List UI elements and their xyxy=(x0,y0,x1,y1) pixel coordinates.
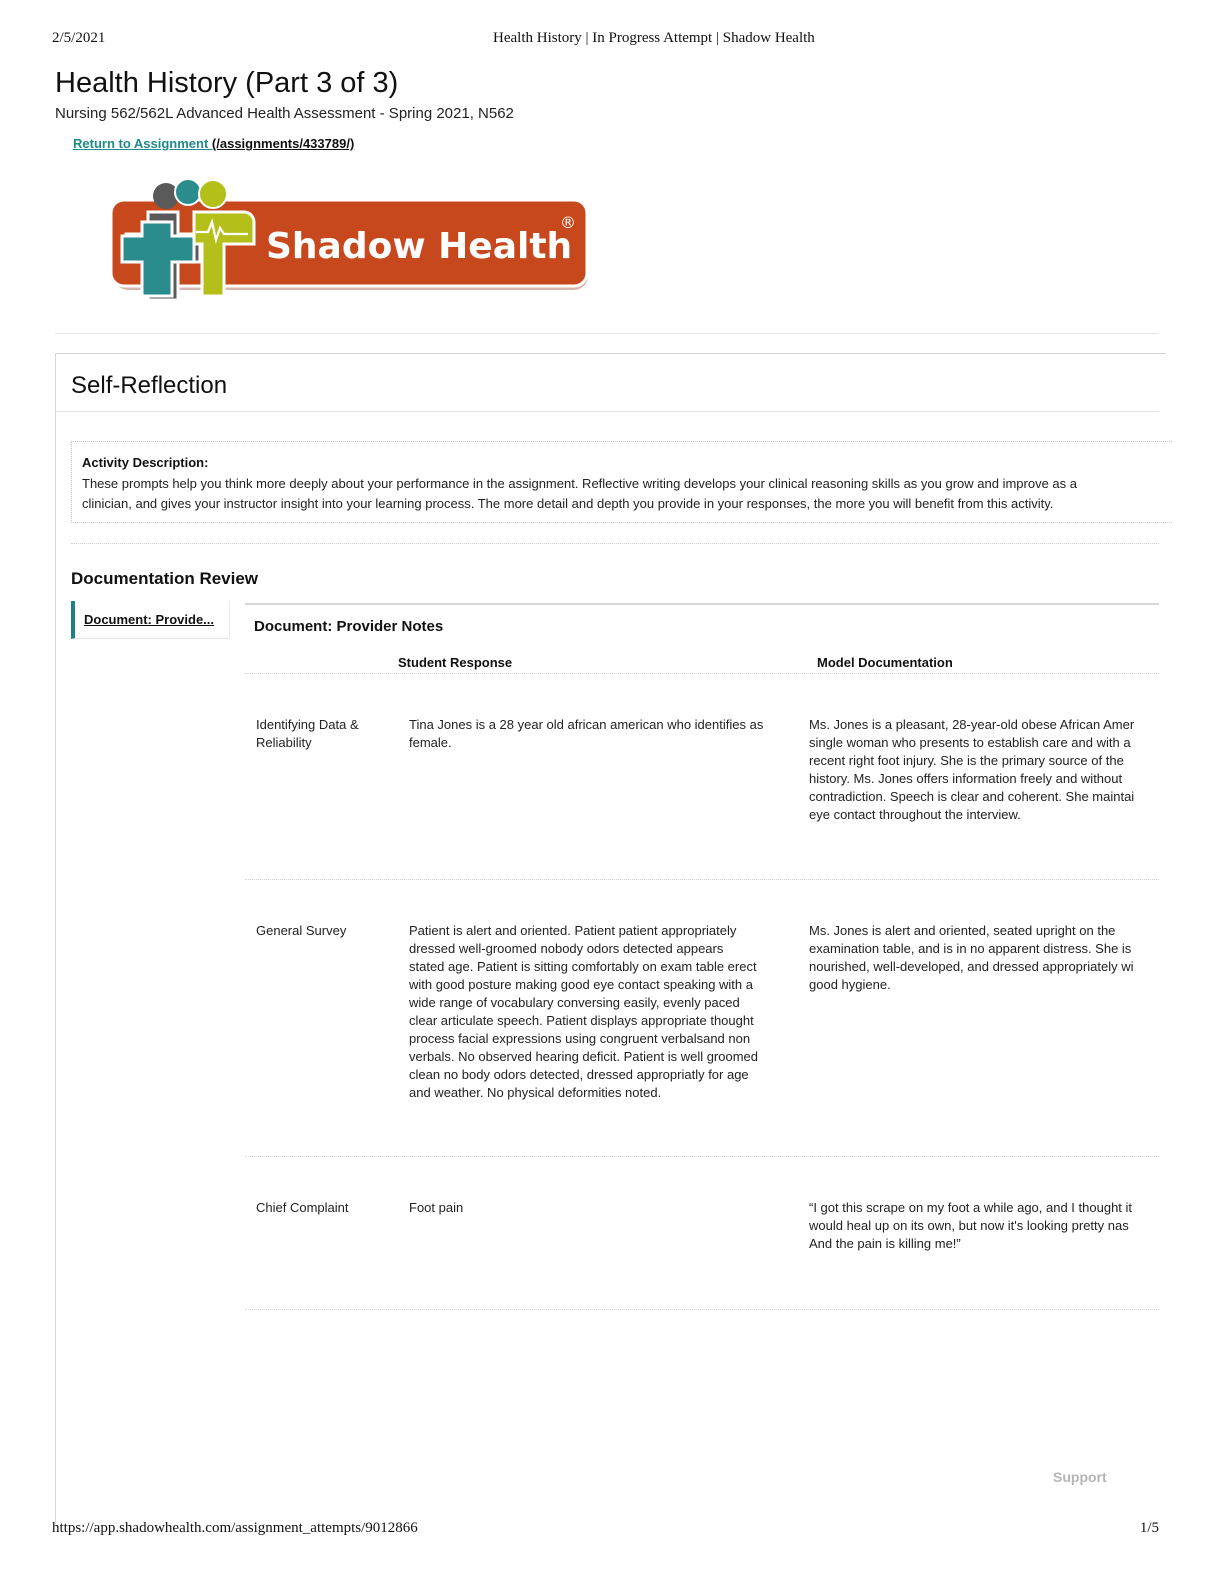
model-line: nourished, well-developed, and dressed appropriately wi xyxy=(809,959,1134,974)
divider xyxy=(56,411,1159,412)
student-response-chief-complaint xyxy=(409,1199,794,1217)
row-label-line: Identifying Data & xyxy=(256,717,359,732)
model-documentation-identifying-data xyxy=(809,716,1159,824)
tab-provider-notes-label[interactable]: Document: Provide... xyxy=(84,612,215,627)
model-line: good hygiene. xyxy=(809,977,891,992)
row-divider xyxy=(245,1156,1159,1157)
activity-line: clinician, and gives your instructor insight into your learning process. The more detail and depth you provide in your responses, the more you will benefit from this activity. xyxy=(82,496,1054,511)
student-line: and weather. No physical deformities noted. xyxy=(409,1085,662,1100)
row-label-chief-complaint xyxy=(256,1199,391,1217)
course-name: Nursing 562/562L Advanced Health Assessment - Spring 2021, N562 xyxy=(55,105,514,122)
document-title: Document: Provider Notes xyxy=(254,618,444,635)
print-date: 2/5/2021 xyxy=(52,30,106,46)
model-line: Ms. Jones is a pleasant, 28-year-old obese African Amer xyxy=(809,717,1135,732)
student-line: dressed well-groomed nobody odors detected appears xyxy=(409,941,724,956)
model-documentation-header: Model Documentation xyxy=(817,655,953,670)
row-label-general-survey xyxy=(256,922,391,940)
activity-description xyxy=(82,474,1167,514)
print-url: https://app.shadowhealth.com/assignment_attempts/9012866 xyxy=(52,1520,418,1536)
documentation-review-title: Documentation Review xyxy=(71,569,259,588)
student-line: wide range of vocabulary conversing easily, evenly paced xyxy=(409,995,740,1010)
print-doc-title: Health History | In Progress Attempt | Shadow Health xyxy=(493,30,815,46)
return-link-text[interactable]: Return to Assignment xyxy=(73,136,212,151)
model-line: would heal up on its own, but now it's looking pretty nas xyxy=(809,1218,1129,1233)
student-response-identifying-data xyxy=(409,716,794,752)
model-line: contradiction. Speech is clear and coherent. She maintai xyxy=(809,789,1135,804)
logo-wordmark: Shadow Health xyxy=(266,226,573,267)
model-documentation-chief-complaint xyxy=(809,1199,1159,1253)
activity-heading: Activity Description: xyxy=(82,455,209,470)
return-link-href[interactable]: (/assignments/433789/) xyxy=(211,136,355,151)
model-line: eye contact throughout the interview. xyxy=(809,807,1021,822)
shadow-health-logo xyxy=(108,176,594,308)
student-line: clear articulate speech. Patient displays appropriate thought xyxy=(409,1013,754,1028)
panel-title: Self-Reflection xyxy=(71,372,228,399)
page-title: Health History (Part 3 of 3) xyxy=(55,67,399,99)
model-documentation-general-survey xyxy=(809,922,1159,994)
divider xyxy=(245,673,1159,674)
divider xyxy=(55,333,1158,334)
student-line: Foot pain xyxy=(409,1200,464,1215)
student-response-general-survey xyxy=(409,922,794,1102)
model-line: single woman who presents to establish care and with a xyxy=(809,735,1131,750)
model-line: And the pain is killing me!” xyxy=(809,1236,961,1251)
model-line: recent right foot injury. She is the primary source of the xyxy=(809,753,1124,768)
print-page-number: 1/5 xyxy=(1139,1520,1159,1536)
model-line: examination table, and is in no apparent distress. She is xyxy=(809,941,1132,956)
student-line: stated age. Patient is sitting comfortably on exam table erect xyxy=(409,959,757,974)
logo-registered-mark: ® xyxy=(560,213,576,232)
student-response-header: Student Response xyxy=(398,655,513,670)
model-line: Ms. Jones is alert and oriented, seated upright on the xyxy=(809,923,1116,938)
row-divider xyxy=(245,1309,1159,1310)
student-line: female. xyxy=(409,735,452,750)
return-to-assignment-link[interactable] xyxy=(73,136,354,151)
row-divider xyxy=(245,879,1159,880)
row-label-line: Reliability xyxy=(256,735,312,750)
activity-line: These prompts help you think more deeply about your performance in the assignment. Reflective writing develops your clinical reasoning skills as you grow and improve as a xyxy=(82,476,1078,491)
tab-provider-notes[interactable] xyxy=(71,601,230,639)
student-line: process facial expressions using congruent verbalsand non xyxy=(409,1031,751,1046)
student-line: with good posture making good eye contact speaking with a xyxy=(409,977,753,992)
print-footer xyxy=(52,1520,1159,1540)
student-line: verbals. No observed hearing deficit. Patient is well groomed xyxy=(409,1049,759,1064)
divider xyxy=(71,543,1159,544)
model-line: “I got this scrape on my foot a while ago, and I thought it xyxy=(809,1200,1133,1215)
model-line: history. Ms. Jones offers information freely and without xyxy=(809,771,1123,786)
row-label-line: Chief Complaint xyxy=(256,1200,349,1215)
row-label-line: General Survey xyxy=(256,923,347,938)
support-button[interactable]: Support xyxy=(1053,1469,1107,1485)
print-header xyxy=(52,30,1159,50)
student-line: clean no body odors detected, dressed appropriatly for age xyxy=(409,1067,749,1082)
student-line: Patient is alert and oriented. Patient patient appropriately xyxy=(409,923,737,938)
student-line: Tina Jones is a 28 year old african american who identifies as xyxy=(409,717,764,732)
row-label-identifying-data xyxy=(256,716,391,752)
